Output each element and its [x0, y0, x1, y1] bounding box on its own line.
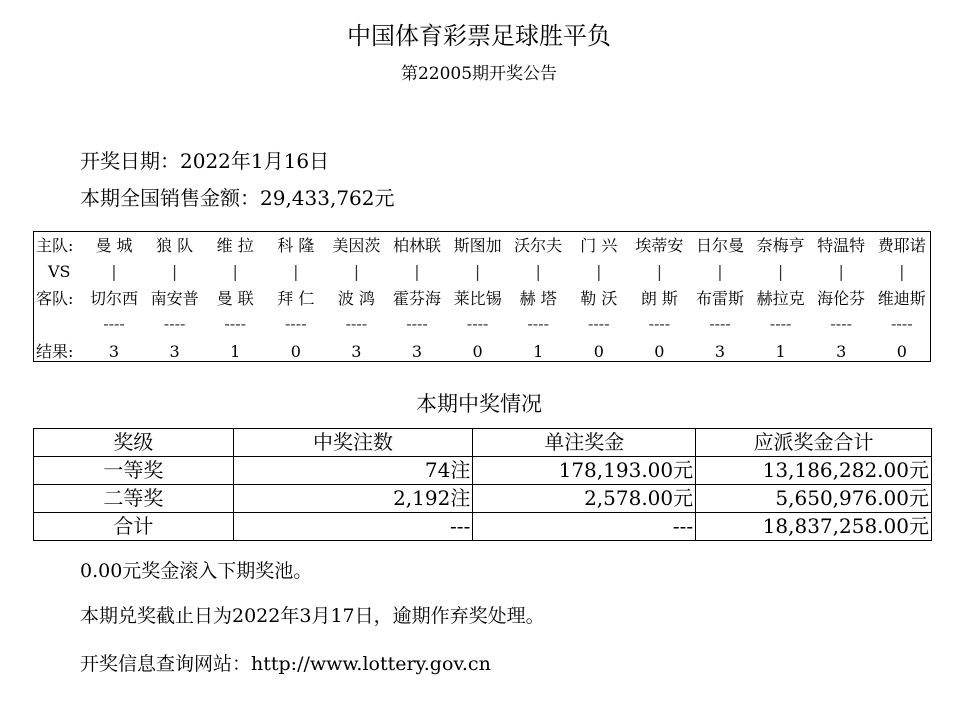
away-team: 霍芬海	[392, 289, 441, 308]
home-label: 主队:	[36, 236, 74, 255]
away-team: 莱比锡	[453, 289, 502, 308]
separator: ----	[345, 314, 368, 333]
match-result: 0	[654, 342, 665, 361]
home-team: 沃尔夫	[514, 236, 563, 255]
home-team: 曼 城	[95, 236, 133, 255]
vs-mark: |	[717, 262, 723, 281]
issue-subtitle: 第22005期开奖公告	[400, 64, 558, 84]
vs-mark: |	[171, 262, 178, 281]
separator: ----	[284, 314, 307, 333]
away-label: 客队:	[36, 289, 74, 308]
away-team: 朗 斯	[640, 289, 678, 308]
away-team: 勒 沃	[580, 289, 618, 308]
separator: ----	[163, 314, 186, 333]
home-team: 埃蒂安	[635, 236, 684, 255]
sales-amount: 本期全国销售金额：29,433,762元	[80, 186, 395, 210]
header-winning-count: 中奖注数	[233, 429, 473, 457]
away-team: 维迪斯	[877, 289, 926, 308]
match-result: 3	[169, 342, 180, 361]
home-team: 斯图加	[453, 236, 502, 255]
separator: ----	[224, 314, 246, 333]
match-result: 3	[108, 342, 120, 361]
website-note: 开奖信息查询网站：http://www.lottery.gov.cn	[80, 653, 491, 675]
separator: ----	[103, 314, 125, 333]
draw-date: 开奖日期：2022年1月16日	[80, 149, 330, 173]
home-team: 柏林联	[392, 236, 441, 255]
total-prize: 13,186,282.00元	[696, 457, 932, 485]
separator: ----	[769, 314, 792, 333]
winning-count: 2,192注	[233, 485, 473, 513]
separator: ----	[587, 314, 610, 333]
header-total-prize: 应派奖金合计	[696, 429, 932, 457]
home-team: 奈梅亨	[756, 236, 805, 255]
matches-grid	[33, 231, 931, 362]
result-label: 结果:	[36, 342, 74, 361]
match-result: 3	[411, 342, 423, 361]
vs-mark: |	[232, 262, 238, 281]
match-result: 1	[533, 342, 544, 361]
separator: ----	[830, 314, 852, 333]
home-team: 维 拉	[216, 236, 254, 255]
table-row	[34, 457, 932, 485]
home-team: 费耶诺	[877, 236, 926, 255]
home-team: 美因茨	[332, 236, 381, 255]
prize-table-header	[34, 429, 932, 457]
home-team: 门 兴	[580, 236, 618, 255]
away-team: 赫拉克	[756, 289, 805, 308]
match-result: 3	[351, 342, 362, 361]
total-prize: 5,650,976.00元	[696, 485, 932, 513]
vs-mark: |	[414, 262, 420, 281]
single-prize: 178,193.00元	[473, 457, 696, 485]
single-prize: 2,578.00元	[473, 485, 696, 513]
prize-level: 一等奖	[34, 457, 234, 485]
single-prize: ---	[473, 513, 696, 541]
away-team: 波 鸿	[337, 289, 375, 308]
rollover-note: 0.00元奖金滚入下期奖池。	[80, 560, 313, 582]
separator: ----	[406, 314, 428, 333]
winning-count: ---	[233, 513, 473, 541]
away-team: 曼 联	[216, 289, 254, 308]
vs-mark: |	[474, 262, 481, 281]
away-team: 布雷斯	[695, 289, 744, 308]
header-prize-level: 奖级	[34, 429, 234, 457]
match-result: 3	[836, 342, 847, 361]
away-team: 赫 塔	[519, 289, 557, 308]
match-result: 0	[472, 342, 483, 361]
match-result: 0	[593, 342, 604, 361]
prize-section-title: 本期中奖情况	[416, 392, 542, 416]
page-title: 中国体育彩票足球胜平负	[347, 22, 611, 50]
vs-mark: |	[656, 262, 663, 281]
away-team: 拜 仁	[277, 289, 315, 308]
separator: ----	[648, 314, 671, 333]
table-row	[34, 485, 932, 513]
away-team: 切尔西	[89, 289, 138, 308]
header-single-prize: 单注奖金	[473, 429, 696, 457]
away-team: 南安普	[150, 289, 199, 308]
total-prize: 18,837,258.00元	[696, 513, 932, 541]
prize-level: 二等奖	[34, 485, 234, 513]
prize-table	[33, 428, 932, 541]
match-result: 1	[230, 342, 241, 361]
match-result: 3	[714, 342, 726, 361]
vs-mark: |	[777, 262, 784, 281]
vs-mark: |	[353, 262, 360, 281]
separator: ----	[466, 314, 489, 333]
vs-mark: |	[838, 262, 844, 281]
match-result: 0	[290, 342, 301, 361]
home-team: 特温特	[817, 236, 866, 255]
prize-level: 合计	[34, 513, 234, 541]
vs-mark: |	[899, 262, 905, 281]
match-result: 1	[775, 342, 786, 361]
home-team: 日尔曼	[695, 236, 744, 255]
match-result: 0	[896, 342, 907, 361]
table-row	[34, 513, 932, 541]
vs-mark: |	[596, 262, 602, 281]
separator: ----	[527, 314, 549, 333]
home-team: 科 隆	[277, 236, 315, 255]
separator: ----	[890, 314, 913, 333]
vs-label: VS	[48, 262, 71, 281]
deadline-note: 本期兑奖截止日为2022年3月17日，逾期作弃奖处理。	[80, 605, 545, 627]
vs-mark: |	[535, 262, 541, 281]
home-team: 狼 队	[156, 236, 194, 255]
away-team: 海伦芬	[817, 289, 866, 308]
vs-mark: |	[111, 262, 117, 281]
winning-count: 74注	[233, 457, 473, 485]
separator: ----	[709, 314, 731, 333]
vs-mark: |	[293, 262, 299, 281]
